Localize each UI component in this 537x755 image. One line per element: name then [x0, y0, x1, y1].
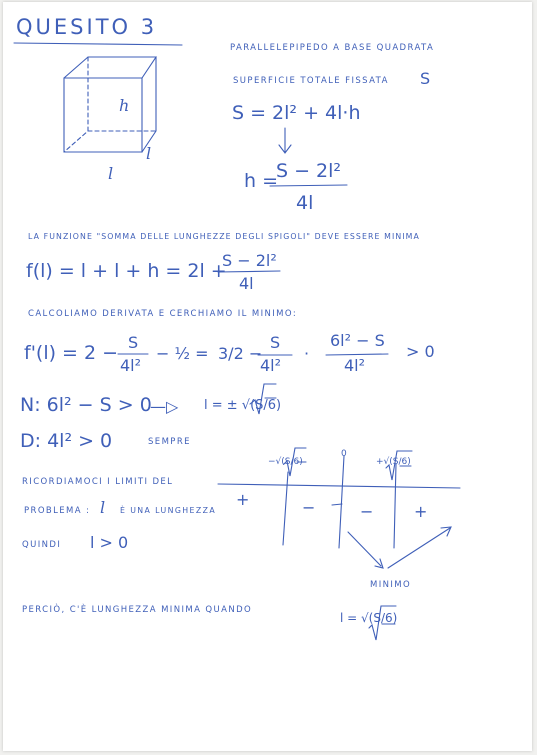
sign-chart-sign-4: + — [414, 502, 428, 521]
h-equation-numerator: S − 2l² — [276, 160, 342, 182]
conclusion-text: PERCIÒ, C'È LUNGHEZZA MINIMA QUANDO — [22, 605, 253, 615]
header-line-2: SUPERFICIE TOTALE FISSATA — [233, 76, 389, 86]
minimum-label: MINIMO — [370, 580, 412, 590]
f-equation-lhs: f(l) = l + l + h = 2l + — [26, 260, 227, 282]
header-line-2-var: S — [420, 69, 431, 88]
f-equation-numerator: S − 2l² — [222, 251, 277, 270]
parallelepiped-figure — [64, 57, 156, 152]
figure-side-label-bottom: l — [108, 164, 114, 183]
implies-arrow: —▷ — [150, 397, 179, 416]
function-description: LA FUNZIONE "SOMMA DELLE LUNGHEZZE DEGLI SPIGOLI" DEVE ESSERE MINIMA — [28, 232, 420, 241]
sign-chart-sign-3: − — [360, 502, 374, 521]
denominator-always: SEMPRE — [148, 437, 191, 447]
figure-side-label-right: l — [146, 144, 152, 163]
limits-line-2-rest: È UNA LUNGHEZZA — [120, 506, 217, 515]
limits-line-2: PROBLEMA : — [24, 506, 91, 516]
fp-d-bar — [326, 354, 388, 355]
f-fraction-bar — [218, 271, 280, 272]
f-equation-denominator: 4l — [239, 274, 254, 293]
fprime-gt-zero: > 0 — [406, 342, 435, 361]
sign-chart-sign-2: − — [302, 498, 316, 517]
sign-chart-sign-1: + — [236, 490, 250, 509]
fprime-c-num: S — [270, 333, 281, 352]
numerator-solution: l = ± √(S/6) — [204, 398, 282, 413]
fprime-c: 3/2 − — [218, 344, 263, 363]
h-equation-lhs: h = — [244, 170, 279, 192]
fprime-b: − ½ = — [156, 344, 209, 363]
header-line-1: PARALLELEPIPEDO A BASE QUADRATA — [230, 43, 435, 53]
numerator-condition: N: 6l² − S > 0 — [20, 394, 152, 416]
denominator-condition: D: 4l² > 0 — [20, 430, 113, 452]
quindi-expression: l > 0 — [90, 533, 129, 552]
derivative-description: CALCOLIAMO DERIVATA E CERCHIAMO IL MINIMO: — [28, 309, 298, 319]
limits-line-2-var: l — [100, 498, 106, 517]
fprime-d-den: 4l² — [344, 356, 366, 375]
fprime-a-den: 4l² — [120, 356, 142, 375]
conclusion-expression: l = √(S/6) — [340, 611, 398, 625]
sign-chart-zero: 0 — [341, 449, 349, 459]
page-title: QUESITO 3 — [16, 15, 158, 39]
quindi-label: QUINDI — [22, 540, 62, 550]
sign-chart-left-root: −√(S/6) — [268, 457, 303, 467]
h-fraction-bar — [270, 185, 347, 186]
limits-line-1: RICORDIAMOCI I LIMITI DEL — [22, 477, 174, 487]
title-underline — [14, 43, 182, 45]
surface-equation: S = 2l² + 4l·h — [232, 102, 361, 124]
h-equation-denominator: 4l — [296, 192, 314, 214]
fprime-c-den: 4l² — [260, 356, 282, 375]
fprime-dot: · — [304, 344, 310, 363]
sign-chart-right-root: +√(S/6) — [376, 457, 411, 467]
fprime-lhs: f'(l) = 2 − — [24, 342, 119, 364]
fprime-d-num: 6l² − S — [330, 331, 385, 350]
figure-height-label: h — [119, 96, 130, 115]
down-arrow — [279, 128, 291, 153]
fprime-a-num: S — [128, 333, 139, 352]
